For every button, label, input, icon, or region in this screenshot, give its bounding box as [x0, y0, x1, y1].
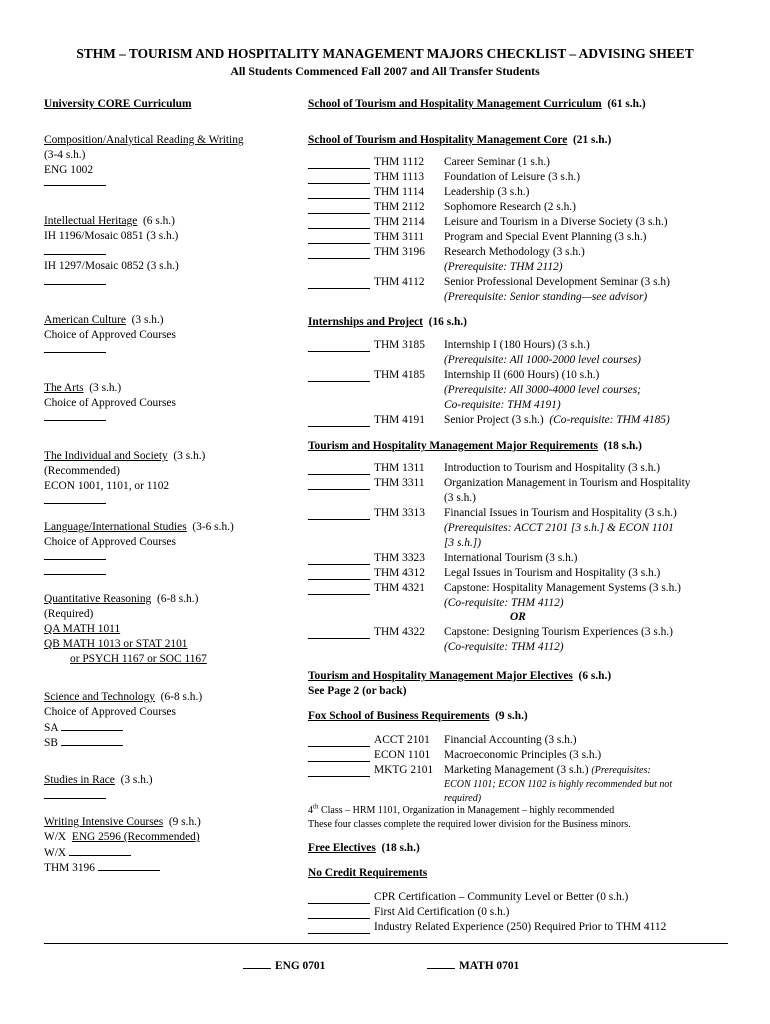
arts-heading: The Arts: [44, 382, 84, 394]
sthm-sh: (61 s.h.): [607, 98, 646, 110]
comp-blank[interactable]: [44, 175, 106, 186]
sthm-core-sh: (21 s.h.): [572, 134, 612, 146]
sa-blank[interactable]: [61, 720, 123, 731]
nocredit-item-3: Industry Related Experience (250) Required Prior to THM 4112: [374, 921, 667, 933]
ih-blank-1[interactable]: [44, 244, 106, 255]
free-sh: (18 s.h.): [381, 842, 420, 854]
major-desc-1: Introduction to Tourism and Hospitality (3 s.h.): [444, 462, 661, 474]
intern-blank-2[interactable]: [308, 380, 370, 382]
fox-note-2: ECON 1101; ECON 1102 is highly recommended but not: [444, 779, 673, 790]
major-note-1: (Prerequisites: ACCT 2101 [3 s.h.] & ECON 1101: [444, 522, 674, 534]
nocredit-blank-3[interactable]: [308, 932, 370, 934]
intern-note-2: (Prerequisite: All 3000-4000 level courses;: [444, 384, 641, 396]
ac-sh: (3 s.h.): [131, 314, 164, 326]
ih-course-2: IH 1297/Mosaic 0852 (3 s.h.): [44, 260, 179, 272]
lang-blank-1[interactable]: [44, 549, 106, 560]
thm3196-blank[interactable]: [98, 860, 160, 871]
fox-desc-3: Marketing Management (3 s.h.): [444, 764, 589, 776]
qr-heading: Quantitative Reasoning: [44, 593, 152, 605]
major-desc-2: Organization Management in Tourism and Hospitality: [444, 477, 691, 489]
core-desc-4: Sophomore Research (2 s.h.): [444, 201, 576, 213]
major-blank-5[interactable]: [308, 578, 370, 580]
fox-note-1: (Prerequisites:: [591, 765, 651, 776]
st-sh: (6-8 s.h.): [160, 691, 203, 703]
fox-code-3: MKTG 2101: [374, 764, 434, 776]
free-heading: Free Electives: [308, 842, 376, 854]
fox-blank-1[interactable]: [308, 745, 370, 747]
lang-sh: (3-6 s.h.): [192, 521, 234, 533]
core-desc-8: Senior Professional Development Seminar (3 s.h): [444, 276, 670, 288]
fox-heading: Fox School of Business Requirements: [308, 710, 490, 722]
major-blank-2[interactable]: [308, 488, 370, 490]
is-sh: (3 s.h.): [173, 450, 206, 462]
major-blank-6[interactable]: [308, 593, 370, 595]
major-blank-4[interactable]: [308, 563, 370, 565]
ac-heading: American Culture: [44, 314, 126, 326]
arts-sh: (3 s.h.): [89, 382, 122, 394]
race-blank[interactable]: [44, 788, 106, 799]
major-note-3: (Co-requisite: THM 4112): [444, 597, 564, 609]
arts-choice: Choice of Approved Courses: [44, 397, 176, 409]
major-blank-3[interactable]: [308, 518, 370, 520]
core-code-5: THM 2114: [374, 216, 425, 228]
major-blank-7[interactable]: [308, 637, 370, 639]
sb-blank[interactable]: [61, 735, 123, 746]
major-code-6: THM 4321: [374, 582, 425, 594]
footer-math: MATH 0701: [459, 960, 520, 972]
is-blank[interactable]: [44, 493, 106, 504]
major-desc-5: Legal Issues in Tourism and Hospitality (3 s.h.): [444, 567, 661, 579]
intern-code-3: THM 4191: [374, 414, 425, 426]
core-desc-7: Research Methodology (3 s.h.): [444, 246, 585, 258]
qb-course-alt: or PSYCH 1167 or SOC 1167: [70, 653, 207, 665]
wx1-course: ENG 2596 (Recommended): [71, 831, 200, 843]
nocredit-item-1: CPR Certification – Community Level or Better (0 s.h.): [374, 891, 629, 903]
lang-blank-2[interactable]: [44, 564, 106, 575]
major-code-1: THM 1311: [374, 462, 425, 474]
major-note-4: (Co-requisite: THM 4112): [444, 641, 564, 653]
wx2-label: W/X: [44, 847, 67, 859]
core-note-1: (Prerequisite: THM 2112): [444, 261, 563, 273]
major-sh: (18 s.h.): [603, 440, 642, 452]
core-code-7: THM 3196: [374, 246, 425, 258]
major-heading: Tourism and Hospitality Management Major Requirements: [308, 440, 598, 452]
fox-sh: (9 s.h.): [495, 710, 528, 722]
major-code-7: THM 4322: [374, 626, 425, 638]
major-code-2: THM 3311: [374, 477, 425, 489]
fourth-class-num: 4: [308, 805, 313, 816]
arts-blank[interactable]: [44, 410, 106, 421]
sthm-heading: School of Tourism and Hospitality Management Curriculum: [308, 98, 602, 110]
elect-sh: (6 s.h.): [578, 670, 612, 682]
sthm-core-heading: School of Tourism and Hospitality Management Core: [308, 134, 568, 146]
core-desc-5: Leisure and Tourism in a Diverse Society (3 s.h.): [444, 216, 668, 228]
major-note-2: [3 s.h.]): [444, 537, 482, 549]
page-title: STHM – TOURISM AND HOSPITALITY MANAGEMENT MAJORS CHECKLIST – ADVISING SHEET: [76, 46, 694, 61]
fox-code-2: ECON 1101: [374, 749, 431, 761]
elect-see: See Page 2 (or back): [308, 685, 407, 697]
qr-req: (Required): [44, 608, 94, 620]
intern-heading: Internships and Project: [308, 316, 423, 328]
core-code-2: THM 1113: [374, 171, 425, 183]
minors-note: These four classes complete the required lower division for the Business minors.: [308, 819, 631, 830]
page-subtitle: All Students Commenced Fall 2007 and All Transfer Students: [230, 64, 540, 78]
race-heading: Studies in Race: [44, 774, 115, 786]
ac-choice: Choice of Approved Courses: [44, 329, 176, 341]
elect-heading: Tourism and Hospitality Management Major Electives: [308, 670, 573, 682]
core-code-8: THM 4112: [374, 276, 425, 288]
ih-sh: (6 s.h.): [143, 215, 175, 227]
core-code-3: THM 1114: [374, 186, 425, 198]
core-blank-3[interactable]: [308, 197, 370, 199]
comp-course: ENG 1002: [44, 164, 94, 176]
core-desc-6: Program and Special Event Planning (3 s.h.): [444, 231, 647, 243]
core-code-4: THM 2112: [374, 201, 425, 213]
intern-sh: (16 s.h.): [428, 316, 467, 328]
core-code-6: THM 3111: [374, 231, 425, 243]
major-or: OR: [510, 611, 526, 623]
footer-divider: [44, 943, 728, 944]
fox-desc-2: Macroeconomic Principles (3 s.h.): [444, 749, 602, 761]
major-code-3: THM 3313: [374, 507, 425, 519]
wx2-blank[interactable]: [69, 845, 131, 856]
intern-desc-3: Senior Project (3 s.h.): [444, 414, 544, 426]
eng-blank[interactable]: [243, 958, 271, 969]
fourth-class-note: Class – HRM 1101, Organization in Management – highly recommended: [320, 805, 615, 816]
nocredit-heading: No Credit Requirements: [308, 867, 428, 879]
intern-note-4: (Co-requisite: THM 4185): [549, 414, 670, 426]
race-sh: (3 s.h.): [120, 774, 153, 786]
fox-blank-2[interactable]: [308, 760, 370, 762]
sb-label: SB: [44, 737, 58, 749]
wx1-label: W/X: [44, 831, 67, 843]
intern-desc-1: Internship I (180 Hours) (3 s.h.): [444, 339, 590, 351]
fox-desc-1: Financial Accounting (3 s.h.): [444, 734, 577, 746]
major-desc-6: Capstone: Hospitality Management Systems (3 s.h.): [444, 582, 681, 594]
fox-code-1: ACCT 2101: [374, 734, 430, 746]
footer-eng: ENG 0701: [275, 960, 326, 972]
core-blank-2[interactable]: [308, 182, 370, 184]
core-code-1: THM 1112: [374, 156, 425, 168]
core-blank-8[interactable]: [308, 287, 370, 289]
nocredit-blank-2[interactable]: [308, 917, 370, 919]
comp-sh: (3-4 s.h.): [44, 149, 86, 161]
core-heading: University CORE Curriculum: [44, 98, 192, 110]
core-blank-6[interactable]: [308, 242, 370, 244]
major-code-4: THM 3323: [374, 552, 425, 564]
core-desc-2: Foundation of Leisure (3 s.h.): [444, 171, 581, 183]
fourth-class-sup: th: [313, 802, 319, 811]
lang-choice: Choice of Approved Courses: [44, 536, 176, 548]
st-choice: Choice of Approved Courses: [44, 706, 176, 718]
core-desc-3: Leadership (3 s.h.): [444, 186, 530, 198]
core-blank-5[interactable]: [308, 227, 370, 229]
intern-note-1: (Prerequisite: All 1000-2000 level courses): [444, 354, 641, 366]
major-code-5: THM 4312: [374, 567, 425, 579]
ih-course-1: IH 1196/Mosaic 0851 (3 s.h.): [44, 230, 179, 242]
fox-note-3: required): [444, 793, 482, 804]
is-course: ECON 1001, 1101, or 1102: [44, 480, 170, 492]
intern-blank-1[interactable]: [308, 350, 370, 352]
core-desc-1: Career Seminar (1 s.h.): [444, 156, 550, 168]
lang-heading: Language/International Studies: [44, 521, 187, 533]
nocredit-item-2: First Aid Certification (0 s.h.): [374, 906, 510, 918]
core-blank-4[interactable]: [308, 212, 370, 214]
qa-course: QA MATH 1011: [44, 623, 121, 635]
core-blank-1[interactable]: [308, 167, 370, 169]
sa-label: SA: [44, 722, 58, 734]
major-desc-4: International Tourism (3 s.h.): [444, 552, 578, 564]
major-desc-7: Capstone: Designing Tourism Experiences (3 s.h.): [444, 626, 673, 638]
qr-sh: (6-8 s.h.): [156, 593, 199, 605]
is-heading: The Individual and Society: [44, 450, 168, 462]
ih-blank-2[interactable]: [44, 274, 106, 285]
comp-heading: Composition/Analytical Reading & Writing: [44, 134, 244, 146]
ih-heading: Intellectual Heritage: [44, 215, 138, 227]
core-blank-7[interactable]: [308, 257, 370, 259]
major-desc-3: Financial Issues in Tourism and Hospitality (3 s.h.): [444, 507, 677, 519]
core-note-2: (Prerequisite: Senior standing—see advisor): [444, 291, 648, 303]
intern-blank-3[interactable]: [308, 425, 370, 427]
fox-blank-3[interactable]: [308, 775, 370, 777]
wi-sh: (9 s.h.): [168, 816, 201, 828]
major-desc-2-sh: (3 s.h.): [444, 492, 476, 504]
qb-course: QB MATH 1013 or STAT 2101: [44, 638, 188, 650]
st-heading: Science and Technology: [44, 691, 155, 703]
intern-code-1: THM 3185: [374, 339, 425, 351]
thm3196-label: THM 3196: [44, 862, 95, 874]
is-rec: (Recommended): [44, 465, 120, 477]
intern-desc-2: Internship II (600 Hours) (10 s.h.): [444, 369, 600, 381]
major-blank-1[interactable]: [308, 473, 370, 475]
nocredit-blank-1[interactable]: [308, 902, 370, 904]
intern-code-2: THM 4185: [374, 369, 425, 381]
intern-note-3: Co-requisite: THM 4191): [444, 399, 561, 411]
wi-heading: Writing Intensive Courses: [44, 816, 164, 828]
math-blank[interactable]: [427, 958, 455, 969]
ac-blank[interactable]: [44, 342, 106, 353]
